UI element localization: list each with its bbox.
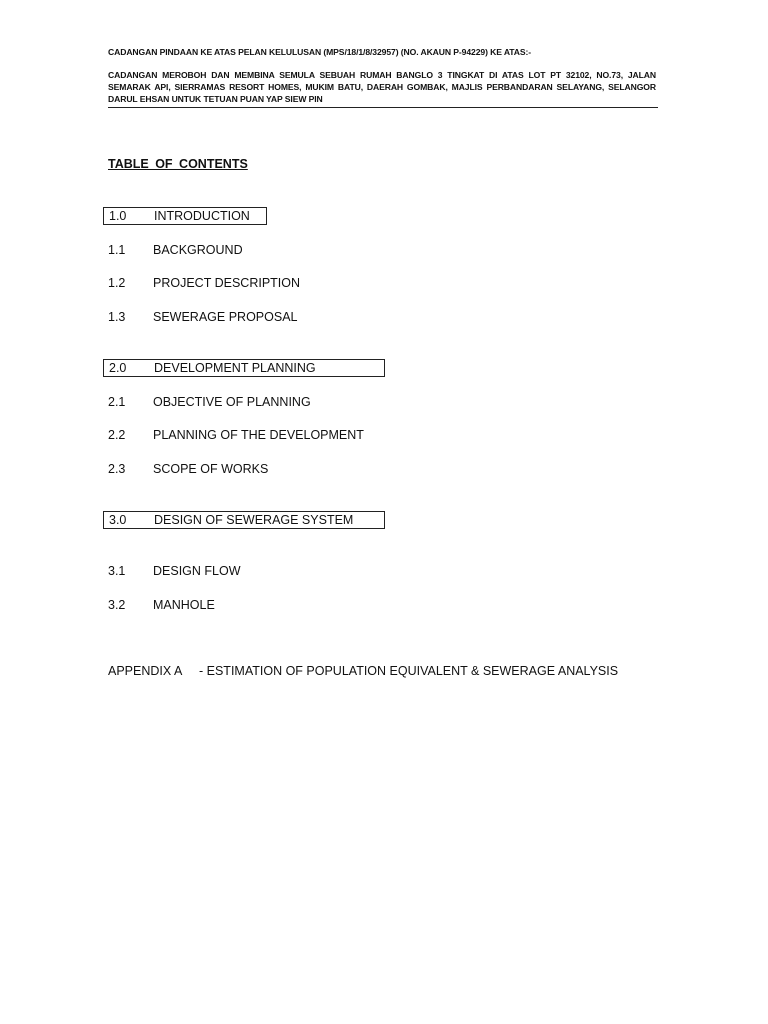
item-title: PLANNING OF THE DEVELOPMENT — [153, 428, 364, 442]
section-title: DESIGN OF SEWERAGE SYSTEM — [154, 513, 354, 527]
document-header — [108, 46, 656, 105]
appendix-label: APPENDIX A — [108, 664, 183, 678]
item-number: 2.3 — [108, 462, 126, 476]
item-number: 1.3 — [108, 310, 126, 324]
item-title: SEWERAGE PROPOSAL — [153, 310, 298, 324]
item-title: DESIGN FLOW — [153, 564, 241, 578]
item-number: 3.1 — [108, 564, 126, 578]
header-divider — [108, 107, 658, 108]
header-project-description: CADANGAN MEROBOH DAN MEMBINA SEMULA SEBUAH RUMAH BANGLO 3 TINGKAT DI ATAS LOT PT 32102, NO.73, JALAN SEMARAK API, SIERRAMAS RESORT HOMES, MUKIM BATU, DAERAH GOMBAK, MAJLIS PERBANDARAN SELAYANG, SELANGOR DARUL EHSAN UNTUK TETUAN PUAN YAP SIEW PIN — [108, 70, 656, 104]
item-number: 2.1 — [108, 395, 126, 409]
section-title: DEVELOPMENT PLANNING — [154, 361, 316, 375]
toc-section-design-of-sewerage-system — [103, 511, 385, 529]
header-amendment-line: CADANGAN PINDAAN KE ATAS PELAN KELULUSAN (MPS/18/1/8/32957) (NO. AKAUN P-94229) KE ATAS:- — [108, 47, 532, 57]
item-number: 1.1 — [108, 243, 126, 257]
toc-section-development-planning — [103, 359, 385, 377]
item-title: SCOPE OF WORKS — [153, 462, 269, 476]
item-number: 1.2 — [108, 276, 126, 290]
section-number: 2.0 — [109, 361, 127, 375]
item-number: 2.2 — [108, 428, 126, 442]
section-number: 3.0 — [109, 513, 127, 527]
item-number: 3.2 — [108, 598, 126, 612]
appendix-description: - ESTIMATION OF POPULATION EQUIVALENT & SEWERAGE ANALYSIS — [199, 664, 619, 678]
item-title: OBJECTIVE OF PLANNING — [153, 395, 311, 409]
item-title: BACKGROUND — [153, 243, 243, 257]
item-title: MANHOLE — [153, 598, 215, 612]
toc-section-introduction — [103, 207, 267, 225]
item-title: PROJECT DESCRIPTION — [153, 276, 301, 290]
section-title: INTRODUCTION — [154, 209, 250, 223]
toc-title: TABLE OF CONTENTS — [108, 157, 248, 171]
section-number: 1.0 — [109, 209, 127, 223]
